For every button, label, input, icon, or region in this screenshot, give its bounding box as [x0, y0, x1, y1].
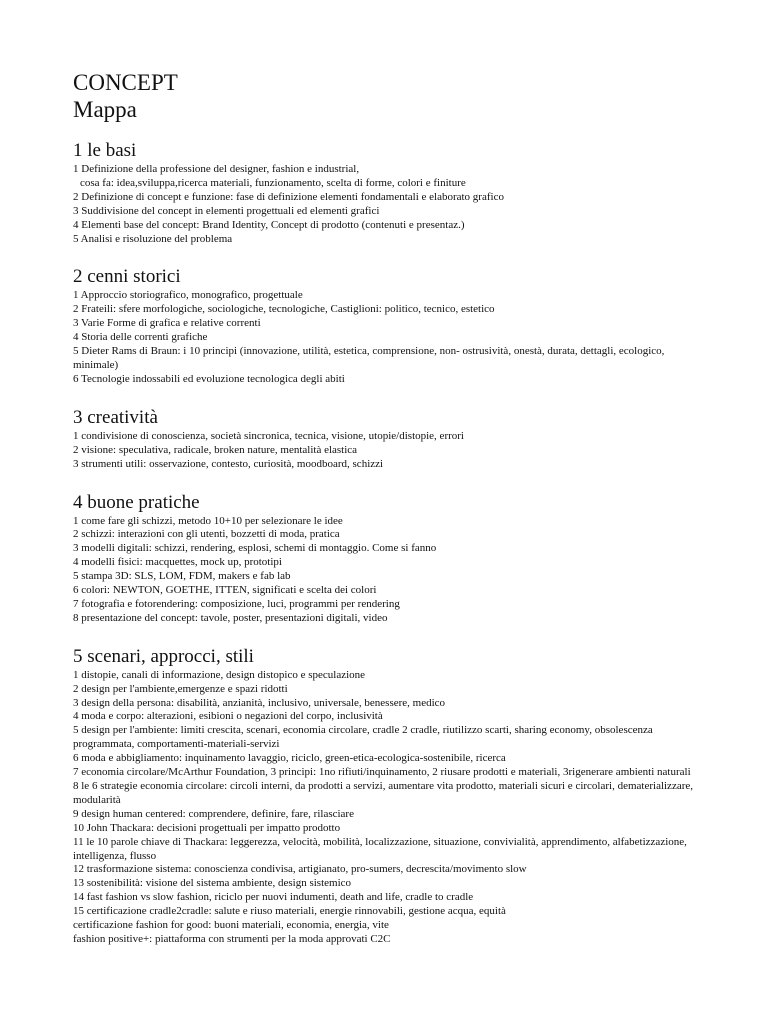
- section-lines: [73, 163, 693, 246]
- section-line: 3 modelli digitali: schizzi, rendering, esplosi, schemi di montaggio. Come si fanno: [73, 542, 437, 555]
- section-line: 1 distopie, canali di informazione, design distopico e speculazione: [73, 668, 366, 681]
- section-lines: [73, 669, 693, 947]
- section-lines: [73, 289, 693, 386]
- section-line: 5 Analisi e risoluzione del problema: [73, 232, 233, 245]
- section-line: 5 design per l'ambiente: limiti crescita, scenari, economia circolare, cradle 2 cradle, riutilizzo scarti, sharing economy, obsolescenza programmata, comportamenti-materiali-servizi: [73, 724, 653, 751]
- document-title: CONCEPT: [73, 70, 178, 95]
- section-line: fashion positive+: piattaforma con strumenti per la moda approvati C2C: [73, 932, 391, 945]
- sections-container: [73, 140, 693, 947]
- section-heading: 5 scenari, approcci, stili: [73, 645, 254, 667]
- section-line: 8 le 6 strategie economia circolare: circoli interni, da prodotti a servizi, aumentare vita prodotto, materiali sicuri e circolari, dematerializzare, modularità: [73, 780, 694, 806]
- section-heading: 3 creatività: [73, 406, 158, 428]
- section-1: [73, 140, 693, 246]
- section-line: 5 Dieter Rams di Braun: i 10 principi (innovazione, utilità, estetica, comprensione, non- ostrusività, onestà, durata, dettagli, ecologico, minimale): [73, 345, 665, 371]
- section-line: 4 moda e corpo: alterazioni, esibioni o negazioni del corpo, inclusività: [73, 710, 383, 723]
- section-line: 2 visione: speculativa, radicale, broken nature, mentalità elastica: [73, 443, 358, 456]
- section-line: 3 Suddivisione del concept in elementi progettuali ed elementi grafici: [73, 204, 380, 217]
- section-line: 3 strumenti utili: osservazione, contesto, curiosità, moodboard, schizzi: [73, 457, 384, 470]
- section-line: 3 Varie Forme di grafica e relative correnti: [73, 317, 261, 330]
- section-3: [73, 407, 693, 472]
- section-line: 1 Approccio storiografico, monografico, progettuale: [73, 289, 303, 302]
- section-line: 1 condivisione di conoscienza, società sincronica, tecnica, visione, utopie/distopie, errori: [73, 429, 464, 442]
- section-line: 13 sostenibilità: visione del sistema ambiente, design sistemico: [73, 877, 352, 890]
- section-4: [73, 492, 693, 626]
- section-lines: [73, 515, 693, 626]
- section-line: 6 moda e abbigliamento: inquinamento lavaggio, riciclo, green-etica-ecologica-sostenibile, ricerca: [73, 752, 506, 765]
- section-line: 8 presentazione del concept: tavole, poster, presentazioni digitali, video: [73, 611, 388, 624]
- section-line: 4 Storia delle correnti grafiche: [73, 331, 208, 344]
- document-subtitle: Mappa: [73, 97, 137, 122]
- section-heading: 4 buone pratiche: [73, 491, 200, 513]
- section-line: 2 schizzi: interazioni con gli utenti, bozzetti di moda, pratica: [73, 528, 340, 541]
- document-page: [73, 70, 693, 967]
- section-line: 14 fast fashion vs slow fashion, riciclo per nuovi indumenti, death and life, cradle to cradle: [73, 891, 474, 904]
- section-line: 6 Tecnologie indossabili ed evoluzione tecnologica degli abiti: [73, 372, 345, 385]
- section-line: 9 design human centered: comprendere, definire, fare, rilasciare: [73, 807, 354, 820]
- section-line: certificazione fashion for good: buoni materiali, economia, energia, vite: [73, 919, 389, 932]
- section-line: 10 John Thackara: decisioni progettuali per impatto prodotto: [73, 821, 341, 834]
- section-2: [73, 266, 693, 386]
- section-line: 4 modelli fisici: macquettes, mock up, prototipi: [73, 556, 282, 569]
- section-line: 3 design della persona: disabilità, anzianità, inclusivo, universale, benessere, medico: [73, 696, 446, 709]
- section-line: 11 le 10 parole chiave di Thackara: leggerezza, velocità, mobilità, localizzazione, situazione, convivialità, apprendimento, alfabetizzazione, intelligenza, flusso: [73, 835, 687, 862]
- section-line: 12 trasformazione sistema: conoscienza condivisa, artigianato, pro-sumers, decrescita/movimento slow: [73, 863, 527, 876]
- section-line: cosa fa: idea,sviluppa,ricerca materiali, funzionamento, scelta di forme, colori e finiture: [80, 176, 466, 189]
- section-heading: 1 le basi: [73, 140, 137, 161]
- section-line: 6 colori: NEWTON, GOETHE, ITTEN, significati e scelta dei colori: [73, 584, 377, 597]
- section-5: [73, 646, 693, 947]
- section-line: 7 fotografia e fotorendering: composizione, luci, programmi per rendering: [73, 597, 400, 610]
- section-line: 4 Elementi base del concept: Brand Identity, Concept di prodotto (contenuti e presentaz.): [73, 218, 465, 231]
- section-line: 2 Frateili: sfere morfologiche, sociologiche, tecnologiche, Castiglioni: politico, tecnico, estetico: [73, 303, 495, 316]
- section-line: 2 design per l'ambiente,emergenze e spazi ridotti: [73, 682, 288, 695]
- section-line: 1 Definizione della professione del designer, fashion e industrial,: [73, 163, 360, 175]
- section-lines: [73, 430, 693, 472]
- section-line: 1 come fare gli schizzi, metodo 10+10 per selezionare le idee: [73, 514, 343, 527]
- section-line: 7 economia circolare/McArthur Foundation, 3 principi: 1no rifiuti/inquinamento, 2 riusare prodotti e materiali, 3rigenerare ambienti naturali: [73, 766, 691, 779]
- section-line: 15 certificazione cradle2cradle: salute e riuso materiali, energie rinnovabili, gestione acqua, equità: [73, 905, 506, 918]
- section-heading: 2 cenni storici: [73, 266, 181, 288]
- section-line: 5 stampa 3D: SLS, LOM, FDM, makers e fab lab: [73, 570, 291, 583]
- section-line: 2 Definizione di concept e funzione: fase di definizione elementi fondamentali e elaborato grafico: [73, 190, 504, 203]
